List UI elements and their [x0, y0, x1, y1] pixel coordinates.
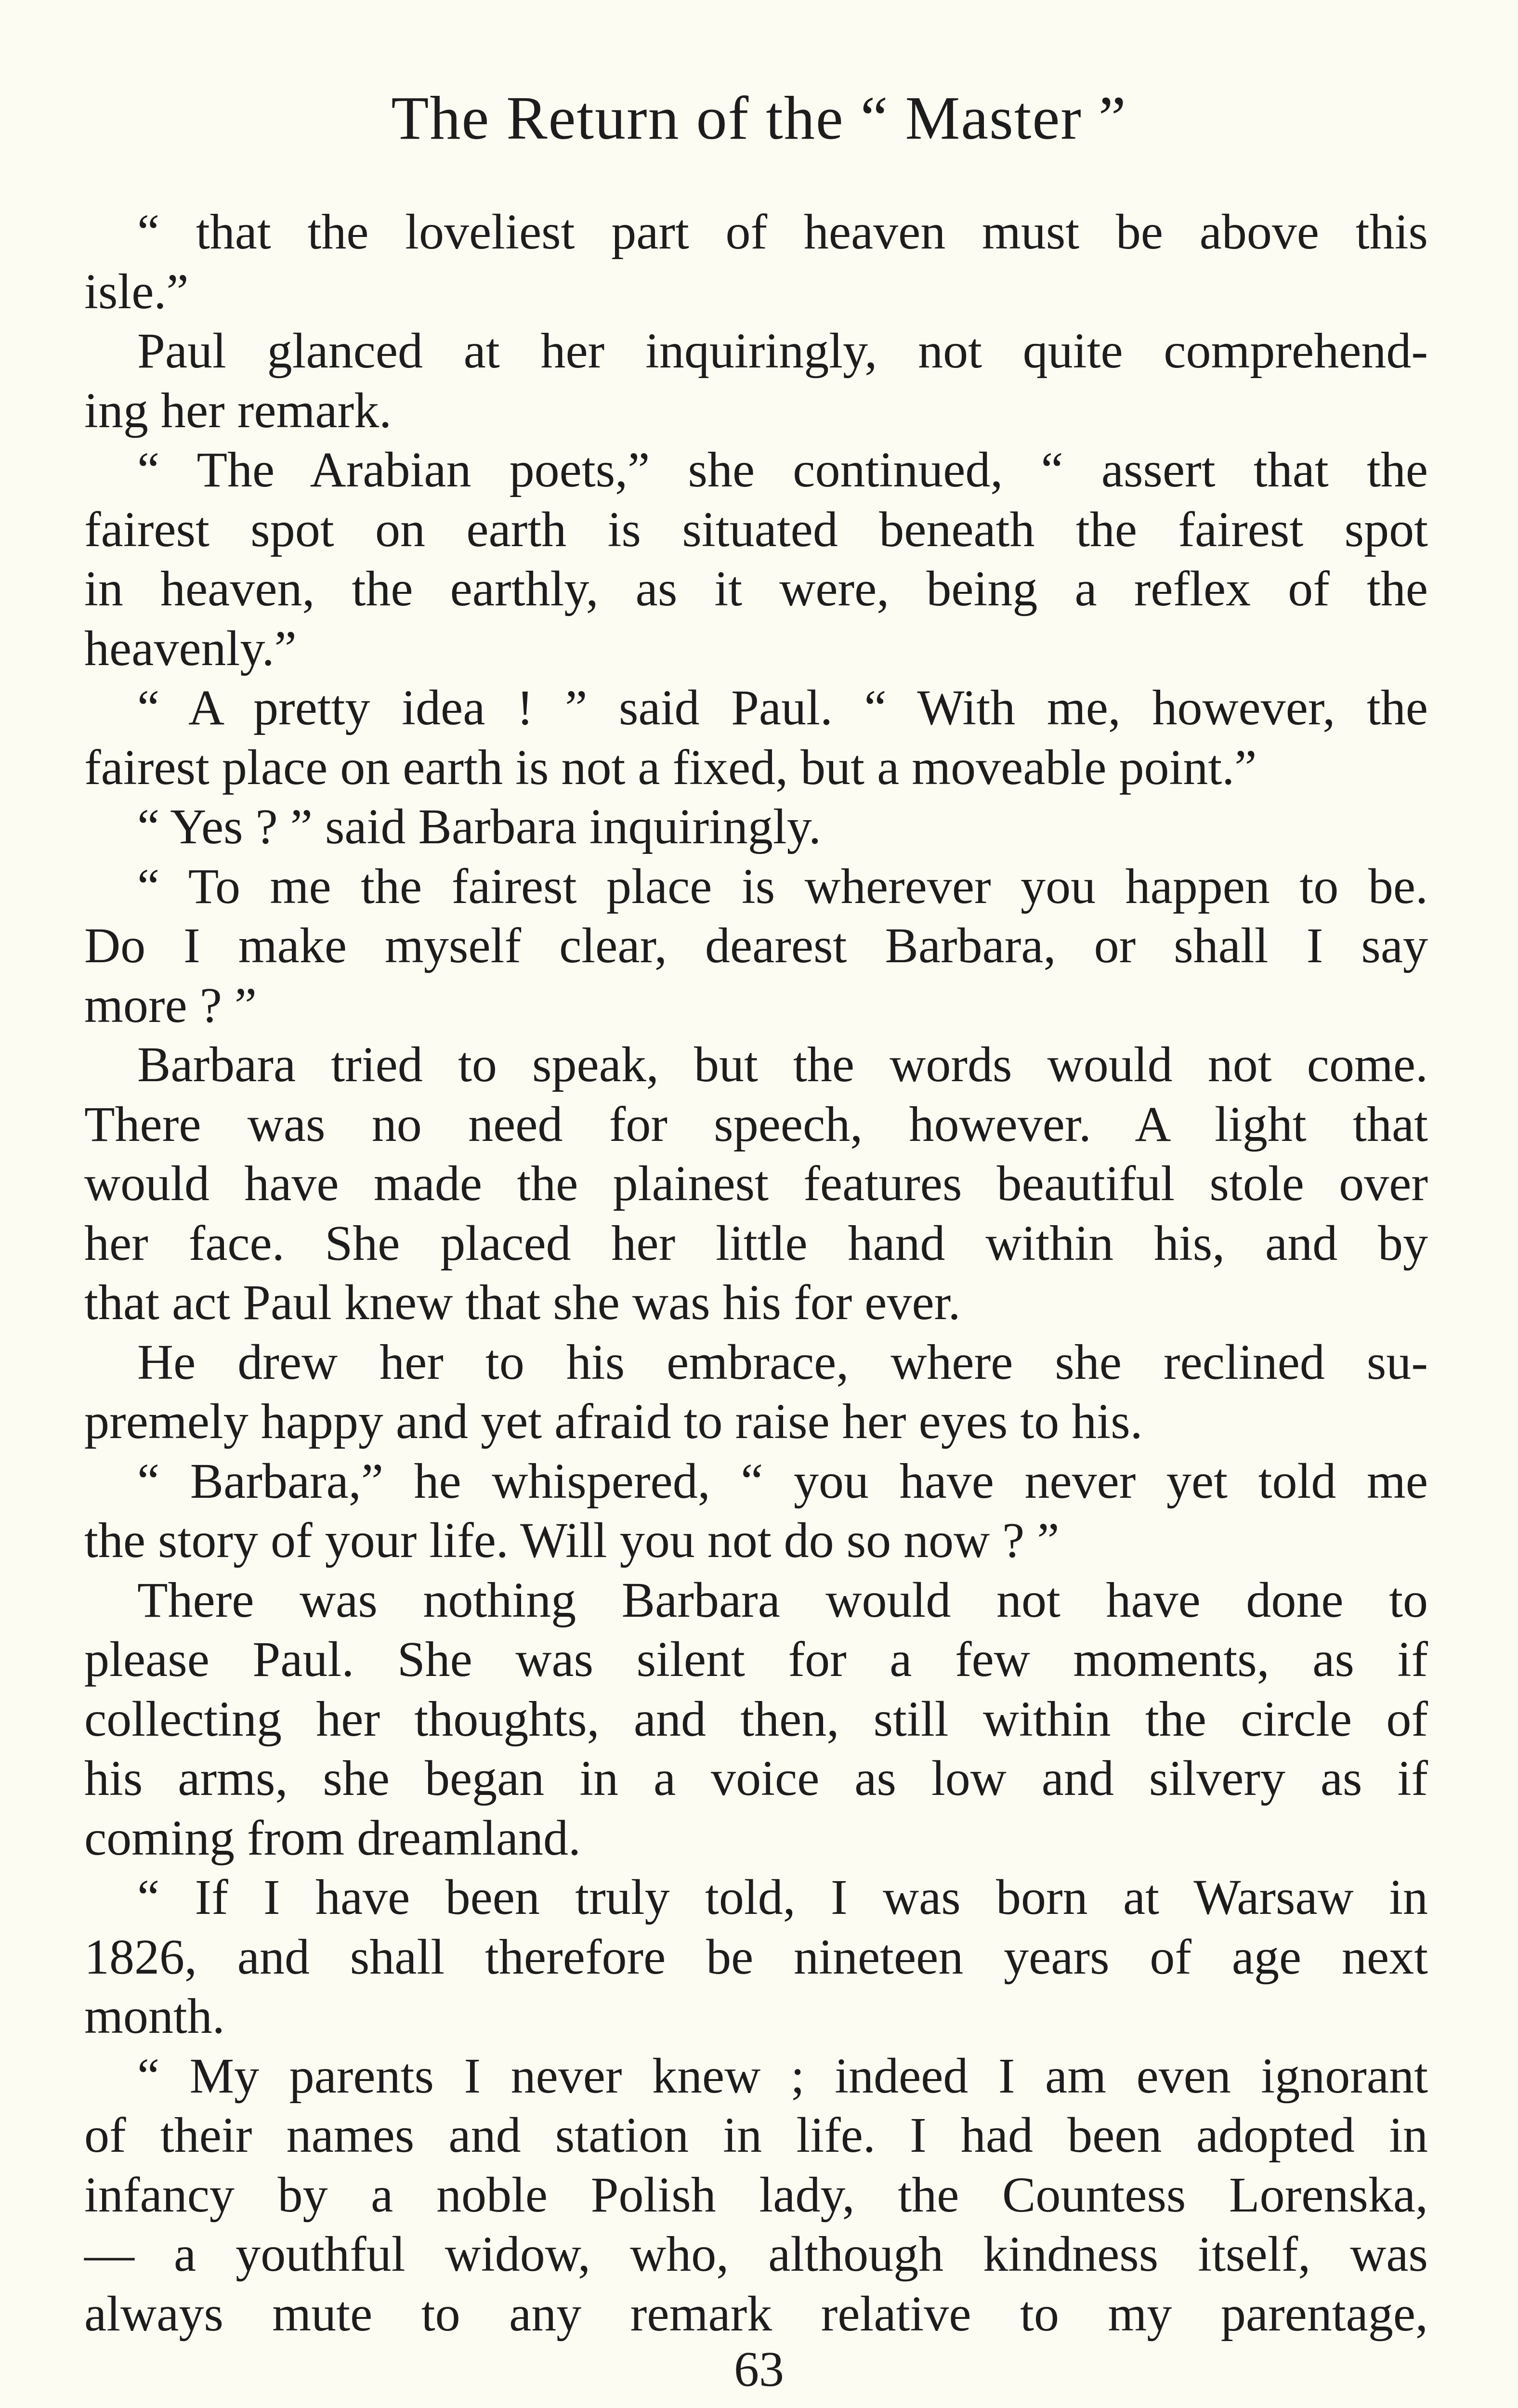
text-line: “ A pretty idea ! ” said Paul. “ With me, however, the: [137, 680, 1428, 735]
paragraph: [84, 1035, 1428, 1333]
text-line: Do I make myself clear, dearest Barbara, or shall I say: [84, 918, 1428, 973]
text-line: There was no need for speech, however. A light that: [84, 1096, 1428, 1152]
paragraph: [84, 440, 1428, 678]
text-line: “ Yes ? ” said Barbara inquiringly.: [137, 799, 822, 854]
paragraph: [84, 857, 1428, 1035]
text-line: “ To me the fairest place is wherever you happen to be.: [137, 858, 1428, 914]
text-line: heavenly.”: [84, 620, 297, 676]
text-line: “ The Arabian poets,” she continued, “ assert that the: [137, 442, 1428, 497]
text-line: fairest place on earth is not a fixed, but a moveable point.”: [84, 739, 1257, 795]
text-line: — a youthful widow, who, although kindness itself, was: [84, 2226, 1428, 2282]
text-line: 1826, and shall therefore be nineteen years of age next: [84, 1929, 1428, 1985]
paragraph: [84, 1333, 1428, 1452]
body-text: [84, 202, 1428, 2343]
paragraph: [84, 1868, 1428, 2046]
text-line: “ My parents I never knew ; indeed I am even ignorant: [137, 2048, 1428, 2104]
text-line: fairest spot on earth is situated beneath the fairest spot: [84, 501, 1428, 557]
running-head: The Return of the “ Master ”: [391, 84, 1127, 152]
paragraph: [84, 2046, 1428, 2344]
text-line: premely happy and yet afraid to raise her eyes to his.: [84, 1394, 1143, 1449]
text-line: collecting her thoughts, and then, still within the circle of: [84, 1691, 1428, 1747]
text-line: please Paul. She was silent for a few moments, as if: [84, 1632, 1428, 1687]
text-line: her face. She placed her little hand within his, and by: [84, 1215, 1428, 1271]
text-line: “ Barbara,” he whispered, “ you have never yet told me: [137, 1453, 1428, 1509]
page-number: 63: [734, 2342, 784, 2397]
text-line: He drew her to his embrace, where she reclined su-: [137, 1334, 1428, 1390]
text-line: his arms, she began in a voice as low and silvery as if: [84, 1751, 1428, 1806]
paragraph: [84, 321, 1428, 440]
text-line: always mute to any remark relative to my parentage,: [84, 2286, 1428, 2342]
text-line: Barbara tried to speak, but the words would not come.: [137, 1037, 1428, 1092]
text-line: that act Paul knew that she was his for ever.: [84, 1275, 961, 1330]
text-line: Paul glanced at her inquiringly, not quite comprehend-: [137, 323, 1428, 379]
text-line: “ that the loveliest part of heaven must be above this: [137, 204, 1428, 260]
text-line: would have made the plainest features beautiful stole over: [84, 1156, 1428, 1211]
text-line: the story of your life. Will you not do so now ? ”: [84, 1513, 1060, 1568]
paragraph: [84, 678, 1428, 797]
text-line: month.: [84, 1989, 225, 2044]
text-line: There was nothing Barbara would not have done to: [137, 1572, 1428, 1628]
text-line: of their names and station in life. I had been adopted in: [84, 2107, 1428, 2163]
text-line: ing her remark.: [84, 382, 392, 438]
paragraph: [84, 202, 1428, 321]
paragraph: [84, 797, 1428, 857]
text-line: in heaven, the earthly, as it were, being a reflex of the: [84, 561, 1428, 616]
paragraph: [84, 1570, 1428, 1868]
text-line: coming from dreamland.: [84, 1810, 581, 1866]
paragraph: [84, 1452, 1428, 1570]
text-line: isle.”: [84, 263, 189, 319]
text-line: more ? ”: [84, 977, 257, 1033]
text-line: infancy by a noble Polish lady, the Countess Lorenska,: [84, 2167, 1428, 2223]
text-line: “ If I have been truly told, I was born at Warsaw in: [137, 1870, 1428, 1925]
